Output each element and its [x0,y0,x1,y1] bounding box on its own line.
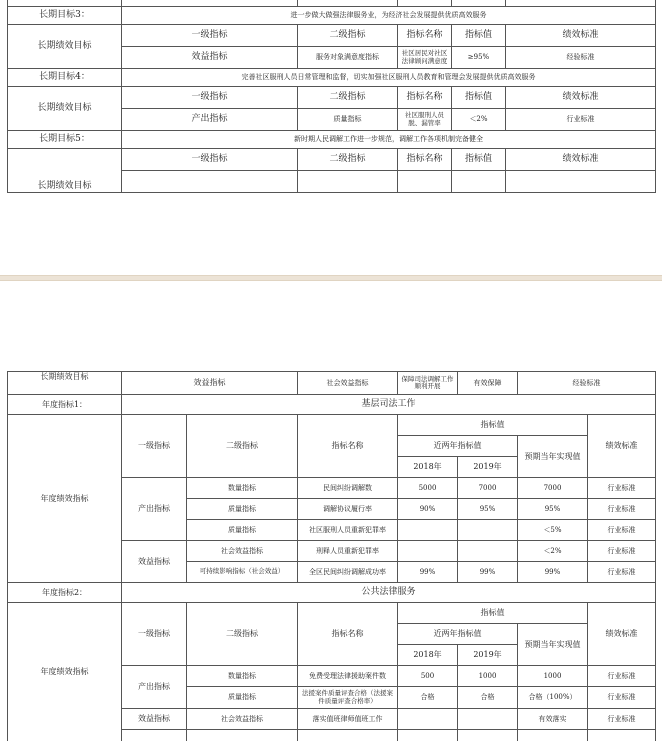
cell-value: ≥95% [452,47,506,69]
header-level2: 二级指标 [298,149,398,171]
table-row [8,69,656,87]
cell-standard: 行业标准 [588,541,656,562]
cell-2019: 合格 [458,687,518,709]
header-value: 指标值 [452,149,506,171]
header-value: 指标值 [398,603,588,624]
cell-standard: 行业标准 [588,562,656,583]
cell-standard: 行业标准 [588,687,656,709]
cell-level2: 服务对象满意度指标 [298,47,398,69]
header-standard: 绩效标准 [506,87,656,109]
goal-label: 长期目标4： [8,69,122,87]
header-2018: 2018年 [398,645,458,666]
document-page-top [0,0,662,275]
header-recent: 近两年指标值 [398,436,518,457]
cell-standard: 行业标准 [588,666,656,687]
cell-name: 社区服刑人员脱、漏管率 [398,109,452,131]
header-recent: 近两年指标值 [398,624,518,645]
cell-level2: 社会效益指标 [187,709,298,730]
table-row [8,25,656,47]
goal-content: 新时期人民调解工作进一步规范，调解工作各项机制完备健全 [122,131,656,149]
header-name: 指标名称 [398,25,452,47]
annual-perf-label: 年度绩效指标 [8,415,122,583]
cell-expected: 合格（100%） [518,687,588,709]
cell-2018 [398,541,458,562]
cell-level2: 数量指标 [187,478,298,499]
table-row [8,7,656,25]
header-level2: 二级指标 [298,25,398,47]
cell-expected: ＜2% [518,541,588,562]
cell-level2: 质量指标 [187,520,298,541]
header-expected: 预期当年实现值 [518,436,588,478]
perf-label: 长期绩效目标 [8,87,122,131]
cell-2018 [398,709,458,730]
cell-expected: 1000 [518,666,588,687]
annual-perf-label: 年度绩效指标 [8,603,122,741]
cell-level2: 数量指标 [187,666,298,687]
header-value: 指标值 [452,25,506,47]
cell-level2: 质量指标 [298,109,398,131]
cell-name: 全区民间纠纷调解成功率 [298,562,398,583]
perf-label: 长期绩效目标 [8,149,122,193]
cell-2019 [458,709,518,730]
cell-name: 保障司法调解工作顺利开展 [398,372,458,395]
output-label: 产出指标 [122,478,187,541]
perf-label: 长期绩效目标 [8,372,122,395]
annual-goal-label: 年度指标1： [8,395,122,415]
cell-standard: 行业标准 [588,499,656,520]
cell-level2: 质量指标 [187,499,298,520]
header-standard: 绩效标准 [588,415,656,478]
cell-2019 [458,541,518,562]
cell-expected: 7000 [518,478,588,499]
cell-level2: 社会效益指标 [298,372,398,395]
cell-level2: 可持续影响指标（社会效益） [187,562,298,583]
header-standard: 绩效标准 [588,603,656,666]
cell-2019: 95% [458,499,518,520]
long-term-goals-table [7,0,656,193]
goal-content: 完善社区服刑人员日常管理和监督，切实加强社区服刑人员教育和管理会发展提供优质高效服务 [122,69,656,87]
table-row [8,415,656,436]
cell-2018 [398,520,458,541]
header-name: 指标名称 [298,415,398,478]
perf-label: 长期绩效目标 [8,25,122,69]
table-row [8,149,656,171]
benefit-label: 效益指标 [122,541,187,583]
document-page-bottom [0,281,662,741]
table-row [8,131,656,149]
cell-2018: 5000 [398,478,458,499]
cell-standard: 经验标准 [518,372,656,395]
header-level2: 二级指标 [187,603,298,666]
goal-content: 进一步做大做强法律服务业，为经济社会发展提供优质高效服务 [122,7,656,25]
header-level1: 一级指标 [122,415,187,478]
cell-level1: 产出指标 [122,109,298,131]
goal-label: 长期目标5： [8,131,122,149]
cell-name: 法援案件质量评查合格（法援案件质量评查合格率） [298,687,398,709]
cell-standard: 行业标准 [506,109,656,131]
cell-name: 落实值班律师值班工作 [298,709,398,730]
table-row [8,583,656,603]
header-level2: 二级指标 [298,87,398,109]
header-level1: 一级指标 [122,87,298,109]
cell-value: 有效保障 [458,372,518,395]
header-level1: 一级指标 [122,149,298,171]
cell-expected: 99% [518,562,588,583]
goal-label: 长期目标3： [8,7,122,25]
annual-goal-label: 年度指标2： [8,583,122,603]
cell-expected: 有效落实 [518,709,588,730]
cell-level2: 社会效益指标 [187,541,298,562]
cell-name: 免费受理法律援助案件数 [298,666,398,687]
table-row [8,395,656,415]
header-2019: 2019年 [458,645,518,666]
cell-2019 [458,520,518,541]
cell-name: 民间纠纷调解数 [298,478,398,499]
header-2018: 2018年 [398,457,458,478]
cell-name: 调解协议履行率 [298,499,398,520]
table-row [8,372,656,395]
cell-2019: 99% [458,562,518,583]
cell-value: ＜2% [452,109,506,131]
cell-2018: 90% [398,499,458,520]
cell-expected: ＜5% [518,520,588,541]
header-name: 指标名称 [398,87,452,109]
annual-goal-content: 公共法律服务 [122,583,656,603]
cell-standard: 行业标准 [588,520,656,541]
header-name: 指标名称 [298,603,398,666]
cell-2018: 合格 [398,687,458,709]
cell-level1: 效益指标 [122,372,298,395]
header-level1: 一级指标 [122,25,298,47]
cell-name: 刑释人员重新犯罪率 [298,541,398,562]
table-row [8,603,656,624]
header-expected: 预期当年实现值 [518,624,588,666]
header-value: 指标值 [452,87,506,109]
cell-2018: 99% [398,562,458,583]
annual-goals-table [7,371,656,741]
header-standard: 绩效标准 [506,149,656,171]
cell-standard: 行业标准 [588,709,656,730]
header-name: 指标名称 [398,149,452,171]
cell-2019: 7000 [458,478,518,499]
cell-standard: 行业标准 [588,478,656,499]
cell-standard: 经验标准 [506,47,656,69]
cell-2018: 500 [398,666,458,687]
cell-name: 社区服刑人员重新犯罪率 [298,520,398,541]
cell-level2: 质量指标 [187,687,298,709]
table-row [8,87,656,109]
header-level2: 二级指标 [187,415,298,478]
cell-expected: 95% [518,499,588,520]
header-level1: 一级指标 [122,603,187,666]
header-standard: 绩效标准 [506,25,656,47]
benefit-label: 效益指标 [122,709,187,730]
header-value: 指标值 [398,415,588,436]
cell-level1: 效益指标 [122,47,298,69]
header-2019: 2019年 [458,457,518,478]
cell-2019: 1000 [458,666,518,687]
annual-goal-content: 基层司法工作 [122,395,656,415]
cell-name: 社区居民对社区法律顾问满意度 [398,47,452,69]
output-label: 产出指标 [122,666,187,709]
